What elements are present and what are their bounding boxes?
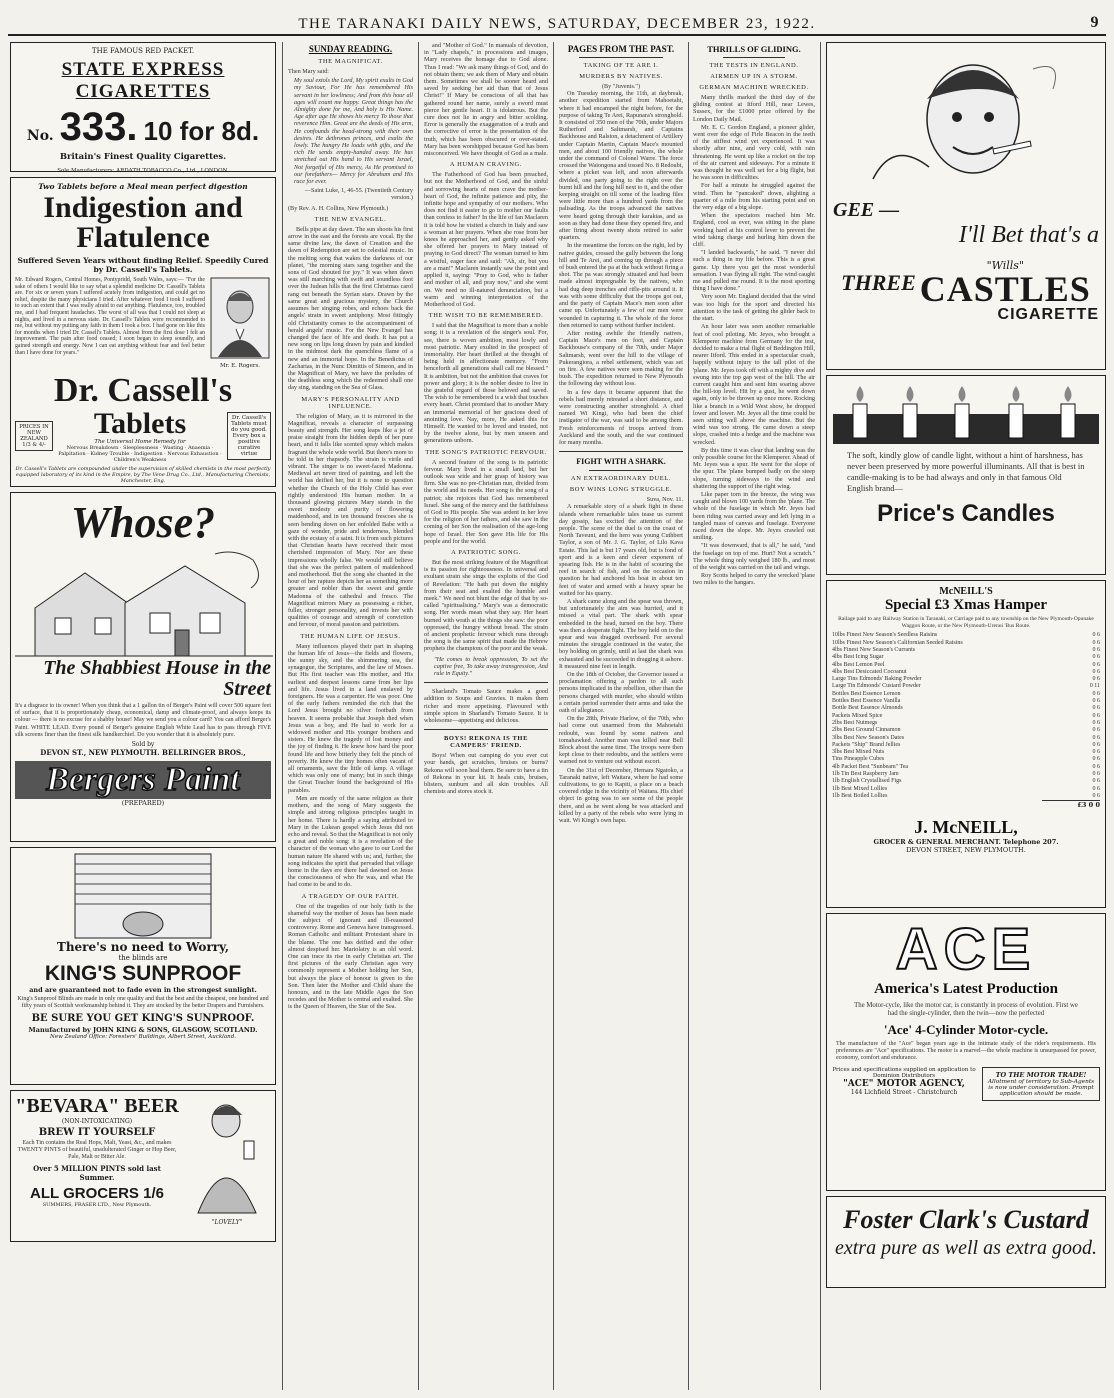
subheading-tests: THE TESTS IN ENGLAND. — [709, 62, 799, 69]
column-5-gliding — [693, 42, 815, 1390]
hamper-item: 10lbs Finest New Season's Californian Seeded Raisins — [832, 639, 963, 646]
article-paragraph: A second feature of the song is its patriotic fervour. Mary lived in a small land, but her outlook was wide and her grasp of history was firm. She was no pre-Christian nun, divided from the world and its needs. Her song is the song of a patriot; she rejoices that God has remembered Israel. She sang of the mercy and the faithfulness of God to His people. She was ardent in her love for the religion of her fathers, and she saw in the coming of her Son the realisation of the age-long hope of Israel. Her Son gave His life for His people and for the world. — [424, 458, 548, 545]
column-rule — [418, 42, 419, 1390]
column-6-adverts — [826, 42, 1106, 1390]
hamper-row — [832, 654, 1100, 661]
pages-from-past-title: PAGES FROM THE PAST. — [567, 44, 675, 54]
hamper-price: 0 6 — [1092, 727, 1100, 734]
bevara-beer-ad — [10, 1090, 276, 1242]
subheading-tragedy: A TRAGEDY OF OUR FAITH. — [301, 892, 400, 900]
subheading-wish-remembered: THE WISH TO BE REMEMBERED. — [428, 312, 544, 320]
subheading-human-craving: A HUMAN CRAVING. — [449, 161, 523, 169]
hamper-price: 0 6 — [1092, 749, 1100, 756]
brew-line: BREW IT YOURSELF — [38, 1127, 156, 1138]
extra-pure-line: extra pure as well as extra good. — [834, 1237, 1097, 1259]
hamper-row — [832, 698, 1100, 705]
article-paragraph: On the 31st of December, Hemara Ngatoko, a Taranaki native, left Waitara, where he had some cultivations, to go to Kapiti, a place on a beach covered ridge in the vicinity of Waitara. His chief object in going was to see some of the people there, and as he went along he was attacked and killed by a party of the rebels who were lying in wait. Wi Kingi's own hapu. — [559, 766, 683, 825]
bergers-text: It's a disgrace to its owner! When you think that a 1 gallon tin of Berger's Paint will cover 500 square feet of surface, that it is proportionately cheap, economical, damp and climate-proof, and always keeps its colour — there is no excuse for a shabby house! May we send you a colour card? You can afford Berger's Paint. WHITE LEAD. Every pound of Berger's genuine English White Lead has to pass through FIVE silk screens finer than the finest silk handkerchief. Do you wonder that it is absolutely pure. — [15, 703, 271, 738]
devon-address: DEVON STREET, NEW PLYMOUTH. — [906, 846, 1026, 855]
portrait — [209, 277, 271, 369]
hamper-item: Packets Mixed Spice — [832, 712, 883, 719]
cassells-footer: Dr. Cassell's Tablets are compounded under the supervision of skilled chemists in the most perfectly equipped laboratory of its kind in the Empire, by The Vene Drug Co., Ltd., Manufacturing Chemists, Manchester, Eng. — [15, 466, 271, 484]
tablets-heading: Tablets — [93, 407, 187, 440]
wills-label: "Wills" — [986, 259, 1024, 272]
article-paragraph: "It was downward, that is all," he said, "and the fuselage on top of me. Hurt? Not a scratch." The whole thing only weighed 180 lb., and most of the weight was carried on the tail and wings. — [693, 542, 815, 571]
hamper-row — [832, 778, 1100, 785]
subheading-airmen: AIRMEN UP IN A STORM. — [710, 73, 798, 80]
hamper-item: 4lbs Best Lemon Peel — [832, 661, 885, 668]
article-paragraph: Many thrills marked the third day of the gliding contest at Itford Hill, near Lewes, Sussex, for the £1000 prize offered by the London Daily Mail. — [693, 94, 815, 123]
article-paragraph: Roy Scotts helped to carry the wrecked 'plane two miles to the hangars. — [693, 572, 815, 587]
article-paragraph: Bells pipe at day dawn. The sun shoots his first arrow in the east and the forests are vocal. By the same divine law, the dawn of Creation and the dawn of Redemption are set to celestial music. In the melting song that wakes the darkness of our planet, "the morning stars sang together and the sons of God shouted for joy." It was when dawn was still marching with swift and soundless foot over the Judean hills that the first Christmas carol rang out beneath the Syrian stars. Drawn by the same great and gracious mystery, the Church assumes her singing robes, and echoes back the angels' strain in sweet antiphony. Most fittingly old Christianity comes to the accompaniment of herald angels' music. For the New Evangel has changed the face of life and death. It has put a new song on lips long drawn by pain and kindled in the midmost dark the quenchless flame of a new and an immortal hope. In the Benedictus of Zacharias, in the Nunc Dimittis of Simeon, and in the Magnificat of Mary, we have the preludes of the deathless song which the redeemed shall one day sing, standing on the Sea of Glass. — [288, 225, 413, 392]
hamper-row — [832, 742, 1100, 749]
castles-label: CASTLES — [919, 269, 1091, 309]
magnificat-poem: My soul extols the Lord, My spirit exults in God my Saviour, For He has remembered His servant in her lowliness; And from this hour all ages will count me happy. Great things has the Almighty done for me, And holy is His Name. Age after age He shows his mercy To those that reverence Him. Great are the deeds of His arm, He confounds the head-strong with their own desires. He dethrones princes, and exalts the lowly. The hungry He loads with gifts, and the rich He sends empty-handed away. He has stretched out His hand to His servant Israel, Not forgetful of His mercy, As He promised to our forefathers— Mercy for Abraham and His race for ever. — [294, 77, 413, 186]
kings-manufacturer: Manufactured by JOHN KING & SONS, GLASGOW, SCOTLAND. — [28, 1026, 258, 1035]
candles-illustration-icon — [833, 382, 1099, 444]
sold-by: Sold by — [131, 741, 155, 749]
column-2-sunday-reading — [288, 42, 413, 1390]
subheading-rekona: BOYS! REKONA IS THE CAMPERS' FRIEND. — [443, 735, 529, 750]
article-paragraph: A shark came along and the spear was thrown, but unfortunately the aim was hurried, and it missed a vital part. The shark with spear embedded in the head, turned on the boy. There was then a desperate fight. The boy held on to the spear and was dragged overboard. For several minutes the struggle continued in the water, the boy holding on grimly, until at last the shark was exhausted and he succeeded in dragging it ashore. It measured nine feet in length. — [559, 598, 683, 670]
hamper-item: Bottles Best Essence Vanilla — [832, 698, 901, 705]
remedy-line: The Universal Home Remedy for — [94, 439, 186, 445]
price: 10 for 8d. — [143, 116, 260, 146]
hamper-total: £3 0 0 — [1042, 800, 1100, 809]
article-paragraph: Very soon Mr. England decided that the wind was too high for the sport and directed his attention to the task of getting the glider back to the start. — [693, 293, 815, 323]
hamper-item: Tins Pineapple Cubes — [832, 756, 885, 763]
article-paragraph: and "Mother of God." In manuals of devotion, in "Lady chapels," in processions and images, Mary receives the homage due to God alone. Thus I read: "We ask many things of God, and do not obtain them; we ask them of Mary and obtain them. Sometimes we shall be sooner heard and saved by seeking her aid than that of Jesus Christ!" If Mary be conscious of all that has gathered round her name, surely a sword must pierce her gentle heart. It is idolatrous. But the cure does not lie in angry and bitter scolding. Error is generally the exaggeration of a truth and the corrective of error is the presentation of the truth, which has been obscured or over-stated. Mary has been worshipped because God has been misconceived. We have thought of God as a male. — [424, 42, 548, 158]
hamper-row — [832, 786, 1100, 793]
rekona-promo: Boys! When out camping do you ever cut your hands, get scratches, bruises or burns? Rekona will soon heal them. Be sure to have a tin of Rekona in your kit. It heals cuts, bruises, blisters, sunburn and all skin troubles. All chemists and stores stock it. — [424, 752, 548, 796]
sunday-reading-title: SUNDAY READING. — [308, 44, 393, 54]
bevara-agents: SUMMERS, FRASER LTD., New Plymouth. — [42, 1201, 152, 1208]
no-label: No. — [26, 128, 54, 144]
nz-prices-box: PRICES IN NEW ZEALAND 1/3 & 4/- — [15, 421, 53, 451]
dateline: Suva, Nov. 11. — [646, 496, 683, 504]
luke-reference: —Saint Luke, 1, 46-55. (Twentieth Century version.) — [304, 187, 413, 202]
ace-logo: ACE — [895, 917, 1037, 982]
three-label: THREE — [841, 269, 916, 295]
hamper-item: 4lbs Best Desiccated Cocoanut — [832, 668, 907, 675]
trade-notice — [982, 1067, 1100, 1101]
state-express-ad — [10, 42, 276, 172]
column-rule — [282, 42, 283, 1390]
million-pints: Over 5 MILLION PINTS sold last Summer. — [33, 1163, 161, 1182]
agency-address: 144 Lichfield Street - Christchurch — [850, 1088, 958, 1096]
hamper-row — [832, 676, 1100, 683]
whose-heading: Whose? — [70, 498, 216, 547]
quality-line: Britain's Finest Quality Cigarettes. — [59, 152, 227, 162]
article-paragraph: But the most striking feature of the Magnificat is its passion for righteousness. In universal and exultant strain she sings the exploits of the God of Revelation: "He hath put down the mighty from their seat and exalted the humble and meek." We need not blunt the edge of that by so-called "spiritualising." Mary's was a democratic song. Her words mean what they say. Her heart burned with wrath at the things she saw: the poor oppressed, the hungry without bread. The strain of ancient prophetic fervour which runs through the song is the same spirit that made the Hebrew prophets the champions of the poor and the weak. — [424, 559, 548, 653]
hamper-row — [832, 735, 1100, 742]
subheading-new-evangel: THE NEW EVANGEL. — [314, 215, 387, 223]
hamper-price: 0 6 — [1092, 771, 1100, 778]
article-paragraph: After resting awhile the friendly natives, Captain Mace's men on foot, and Captain Backhouse's company of the 70th, under Major Saltmarsh, went over the hill to the village of Pukerangiora, a rebel settlement, which was set on fire. A few natives were seen making for the bush. The expedition returned to New Plymouth the following day without loss. — [559, 329, 683, 388]
hamper-price: 0 6 — [1092, 778, 1100, 785]
gliding-title: THRILLS OF GLIDING. — [707, 44, 801, 54]
article-paragraph: The Fatherhood of God has been preached, but not the Motherhood of God, and the sinful and sorrowing hearts of men crave the mother-heart of God, the infinite patience and pity, the infinite hope and sympathy of our mothers. Who does not find it easier to go to mother our faults than confess to father? In the life of Ian Maclaren it is told how he visited a church in Italy and saw a woman at her prayers. When she rose from her knees he approached her, and gently asked why she offered her prayers to Mary instead of praying to God direct? The woman turned to him a wistful, eager face and said: "Ah, sir, but you are a man!" Maclaren instantly saw the point and applied it, saying: "Pray to God, who is father and mother of all, and pray now," and she went on. We need no ill-natured denunciation, but a warm and winning interpretation of the Motherhood of God. — [424, 171, 548, 308]
column-rule — [688, 42, 689, 1390]
guarantee-line: and are guaranteed not to fade even in the strongest sunlight. — [29, 986, 257, 994]
hamper-price: 0 6 — [1092, 792, 1100, 799]
hamper-item: 1lb Best Mixed Lollies — [832, 785, 888, 792]
hamper-item: Large Tins Edmonds' Baking Powder — [832, 676, 922, 683]
shark-fight-title: FIGHT WITH A SHARK. — [576, 457, 666, 467]
americas-latest: America's Latest Production — [874, 981, 1058, 997]
hamper-price: 0 6 — [1092, 632, 1100, 639]
hamper-item: Large Tin Edmonds' Custard Powder — [832, 683, 921, 690]
hamper-price: 0 6 — [1092, 719, 1100, 726]
hamper-price: 0 11 — [1089, 683, 1100, 690]
non-intoxicating: (NON-INTOXICATING) — [61, 1118, 133, 1125]
manufacturers: Sole Manufacturers: ARDATH TOBACCO Co., Ltd., LONDON. — [57, 168, 229, 174]
cigarette-label: CIGARETTE — [997, 306, 1099, 323]
article-paragraph: An hour later was seen another remarkable feat of cool piloting. Mr. Jeyes, who brought a Klemperer machine from Germany for the test, decided to make a trial flight of Beddington Hill, nearer Itford. This ended in a spectacular crash, happily without injury to the tall pilot of the 'plane. Mr. Jeyes took off with a mighty dive and swung into the top gap west of the hill. The air current caught him and sent him soaring above the hill-top level. Hit by a gust, he went down again, only to be thrown up once more. Rocking like a branch in a Wild West show, he dropped lower and lower. Mr. Jeyes all the time could be seen sitting well above the machine. But the wind was too strong. He came down a steep slope, crashed into a hedge and the machine was wrecked. — [693, 323, 815, 446]
dr-cassells-heading: Dr. Cassell's — [53, 372, 233, 409]
kings-heading: KING'S SUNPROOF — [44, 962, 242, 985]
article-paragraph: "I landed backwards," he said. "I never did such a thing in my life before. This is a great game. Up there you get the most wonderful sensation. I was flying all right. The wind caught me and pulled me round. It is the most sporting thing I have done." — [693, 249, 815, 293]
bet-heading: I'll Bet that's a — [958, 222, 1099, 248]
cassells-subhead: Suffered Seven Years without finding Relief. Speedily Cured by Dr. Cassell's Tablets. — [17, 256, 269, 274]
grocers-price: ALL GROCERS 1/6 — [30, 1184, 164, 1202]
byline: (By Rev. A. H. Collins, New Plymouth.) — [288, 204, 389, 212]
hamper-price: 0 6 — [1092, 705, 1100, 712]
hamper-item: 2lbs Best Ground Cinnamon — [832, 727, 901, 734]
hamper-row — [832, 720, 1100, 727]
hamper-price: 0 6 — [1092, 661, 1100, 668]
xmas-hamper-heading: Special £3 Xmas Hamper — [884, 597, 1048, 613]
masthead — [8, 14, 1106, 36]
article-paragraph: In the meantime the forces on the right, led by native guides, crossed the gully between the long hill and Te Arei, and coming up through a piece of bush entered the pa at the back without firing a shot. The pa was strongly situated and had been made almost impregnable by the natives, who had dug deep trenches and rifle-pits around it. It was with some difficulty that the troops got out, and the party of Captain Mace's men soon after came up. Unfortunately a few of our men were wounded in capturing it. The whole of the force then returned to camp without further incident. — [559, 242, 683, 329]
guarantee-box: Dr. Cassell's Tablets must do you good. Every box a positive curative virtue — [227, 412, 271, 460]
hamper-item: Bottle Best Essence Almonds — [832, 705, 903, 712]
foster-clark-heading: Foster Clark's Custard — [843, 1205, 1089, 1234]
kings-sunproof-ad — [10, 847, 276, 1085]
column-4-pages-from-past — [559, 42, 683, 1390]
hamper-row — [832, 749, 1100, 756]
foster-clark-ad — [826, 1196, 1106, 1288]
hamper-price: 0 6 — [1092, 654, 1100, 661]
trade-text: Allotment of territory to Sub-Agents is now under consideration. Prompt application should be made. — [987, 1078, 1095, 1097]
house-illustration-icon — [15, 548, 273, 658]
man-portrait-icon — [210, 277, 270, 359]
prices-logo: Price's Candles — [877, 500, 1055, 527]
ailments-list: Nervous Breakdown · Sleeplessness · Wasting · Anaemia · Palpitation · Kidney Trouble · Indigestion · Nervous Exhaustion · Children's Weakness — [58, 445, 222, 463]
article-paragraph: The religion of Mary, as it is mirrored in the Magnificat, reveals a character of surpassing beauty and strength. Her song leaps like a jet of praise straight from the hidden depth of her pure heart, and it falls like scented spray which makes fragrant the whole wide world. But there's more to be told in her rhapsody. The strain is virile and vibrant. The singer is no sweet-faced Madonna. Medieval art never tired of painting, and left the world has deified her, but it is none to question whether the Church of the Holy Child has ever rightly understood His human mother. In a thousand glowing pictures Mary stands in the sweet modesty and purity of flowering maidenhood, and in ten thousand frescoes she is seen bending down on her enfolded Babe with a gaze of wonder, pride and tenderness, blended with the ecstasy of a saint. It is from such pictures that Christian hearts have received their most cherished impression of Mary. Nor are these impressions wholly false. We would still believe that she was the perfect pattern of maidenhood and motherhood. But the song she chanted in the hour of her rapture depicts her as something more greater and nobler than the sweet and gentle Madonna of the cathedral and fresco. The Magnificat mirrors Mary as possessing a richer, fuller, stronger personality, and invests her with qualities of courage and strength of conviction and fervour, of moral passion and patriotism. — [288, 412, 413, 629]
smoking-man-illustration-icon — [833, 49, 1099, 199]
gee-heading: GEE — — [833, 199, 900, 221]
subheading-murders: MURDERS BY NATIVES. — [579, 73, 663, 80]
hamper-list — [832, 632, 1100, 800]
hamper-price: 0 6 — [1092, 676, 1100, 683]
hamper-item: 1lb English Crystallised Figs — [832, 778, 902, 785]
state-express-logo: STATE EXPRESS CIGARETTES — [61, 59, 225, 102]
cassells-ad — [10, 177, 276, 487]
subheading-patriotic-song: A PATRIOTIC SONG. — [451, 549, 521, 556]
window-blinds-illustration-icon — [15, 852, 271, 940]
prices-application: Prices and specifications supplied on application to Dominion Distributors — [832, 1066, 976, 1079]
article-paragraph: A remarkable story of a shark fight in these islands where remarkable tales tease us current day gossip, has excited the attention of the people. The scene of the duel is on the coast of North Taveuni, and the hero was young Cuthbert Taylor, a son of Mr. J. G. Taylor, of Lilo Kava Estate. This lad is but 17 years old, but is fond of sport and is a keen and clever exponent of spearing fish. He is in the habit of scouring the reef in search of fish, and on the occasion in question he had anchored his boat in about ten feet of water and armed with a heavy spear he waited for his quarry. — [559, 503, 683, 597]
kings-tagline: There's no need to Worry, — [56, 940, 230, 954]
subheading-te-arei: TAKING OF TE ARE I. — [583, 62, 659, 69]
sellers: DEVON ST., NEW PLYMOUTH. BELLRINGER BROS., — [40, 748, 246, 758]
three-castles-ad — [826, 42, 1106, 370]
article-paragraph: On the 18th of October, the Governor issued a proclamation offering a pardon to all such persons implicated in the rebellion, other than the persons charged with murder, who should within a certain period surrender their arms and take the oath of allegiance. — [559, 671, 683, 715]
hamper-row — [832, 793, 1100, 800]
hamper-item: 2lbs Best Nutmegs — [832, 719, 878, 726]
hamper-row — [832, 713, 1100, 720]
column-1-adverts — [10, 42, 276, 1390]
subheading-human-life: THE HUMAN LIFE OF JESUS. — [300, 632, 401, 640]
prices-candles-ad — [826, 375, 1106, 575]
bergers-paint-ad — [10, 492, 276, 842]
subheading-magnificat: THE MAGNIFICAT. — [318, 58, 383, 65]
portrait-caption: Mr. E. Rogers. — [219, 363, 261, 369]
hamper-row — [832, 669, 1100, 676]
hamper-item: 3lbs Best New Season's Dates — [832, 734, 905, 741]
article-paragraph: Like paper torn in the breeze, the wing was caught and blown 100 yards from the 'plane. The whole of the fuselage in which Mr. Jeyes had been riding was carried away and left lying in a tangled mass of canvas and fuselage. Everyone raced down the slope. Mr. Jeyes crawled out smiling. — [693, 490, 815, 542]
hymn-quote: "He comes to break oppression, To set the captive free, To take away transgression, And rule in Equity." — [434, 655, 548, 678]
masthead-title: THE TARANAKI DAILY NEWS, SATURDAY, DECEMBER 23, 1922. — [298, 15, 816, 32]
hamper-item: 3lbs Best Mixed Nuts — [832, 749, 885, 756]
hamper-row — [832, 705, 1100, 712]
grocer-line: GROCER & GENERAL MERCHANT. Telephone 207. — [873, 838, 1059, 847]
hamper-item: 10lbs Finest New Season's Seedless Raisins — [832, 632, 938, 639]
article-paragraph: For half a minute he struggled against the wind. Then he "pancaked" down, alighting a quarter of a mile from his starting point and on the very edge of a big slope. — [693, 182, 815, 212]
ad-tagline: THE FAMOUS RED PACKET. — [91, 47, 195, 55]
ace-intro: The Motor-cycle, like the motor car, is constantly in process of evolution. First we had the single-cylinder, then the twin—now the perfected — [854, 1002, 1078, 1017]
hamper-price: 0 6 — [1092, 734, 1100, 741]
hamper-row — [832, 756, 1100, 763]
sharland-promo: Sharland's Tomato Sauce makes a good addition to Soups and Gravies. It makes them richer and more appetising. Flavoured with simple spices in Sharland's Tomato Sauce. It is wholesome—appetising and delicious. — [424, 688, 548, 725]
hamper-row — [832, 727, 1100, 734]
hamper-item: 4lb Packet Best "Sunbeam" Tea — [832, 763, 909, 770]
trade-title: TO THE MOTOR TRADE! — [995, 1070, 1087, 1079]
bevara-heading: "BEVARA" BEER — [15, 1095, 179, 1117]
blinds-label: the blinds are — [118, 954, 168, 962]
prices-text: The soft, kindly glow of candle light, without a hint of harshness, has never been preserved by more powerful illuminants. All that is best in candle-making is to be had always and only in that famous Old English brand— — [847, 450, 1085, 493]
hamper-row — [832, 691, 1100, 698]
byline-juvenis: (By "Juvenis.") — [601, 83, 641, 90]
hamper-price: 0 6 — [1092, 756, 1100, 763]
indigestion-heading: Indigestion and — [43, 191, 243, 224]
hamper-row — [832, 632, 1100, 639]
column-rule — [820, 42, 821, 1390]
woman-with-glass-icon — [184, 1095, 270, 1215]
lovely-caption: "LOVELY" — [211, 1219, 243, 1226]
column-3-sunday-reading-cont — [424, 42, 548, 1390]
hamper-price: 0 6 — [1092, 763, 1100, 770]
hamper-item: 4lbs Best Icing Sugar — [832, 654, 884, 661]
hamper-price: 0 6 — [1092, 785, 1100, 792]
hamper-price: 0 6 — [1092, 698, 1100, 705]
kings-nz-office: New Zealand Office: Foresters' Buildings, Albert Street, Auckland. — [50, 1034, 236, 1041]
four-cylinder-heading: 'Ace' 4-Cylinder Motor-cycle. — [883, 1022, 1049, 1037]
hamper-row — [832, 683, 1100, 690]
railage-note: Railage paid to any Railway Station in Taranaki, or Carriage paid to any township on the New Plymouth-Opunake Waggon Route, or the New Plymouth-Urenui 'Bus Route. — [838, 616, 1094, 630]
hamper-price: 0 6 — [1092, 741, 1100, 748]
article-paragraph: Men are mostly of the same religion as their mothers, and the song of Mary suggests the simple and strong religious principles taught in her home. There is hardly a saying attributed to Mary in the Lukean gospel which Jesus did not echo and reveal. So that the Magnificat is not only a great and noble song: it is a revelation of the character of the woman who gave to our Lord the human nature He shared with us; and, further, the song indicates the spirit that pervaded that village home in the days ere there had dawned on Jesus the consciousness of who He was, and what He had come to be and to do. — [288, 794, 413, 889]
shabbiest-heading: The Shabbiest House in the Street — [43, 657, 271, 700]
hamper-row — [832, 764, 1100, 771]
mcneill-hamper-ad — [826, 580, 1106, 908]
subheading-patriotic-fervour: THE SONG'S PATRIOTIC FERVOUR. — [425, 448, 547, 456]
hamper-item: 4lbs Finest New Season's Currants — [832, 647, 916, 653]
article-paragraph: Many influences played their part in shaping the human life of Jesus—the fields and flowers, the sunny sky, and the shimmering sea, the synagogue, the Scriptures, and the law of Moses. But His first teacher was His mother, and His earliest and deepest lessons came from her lips and life. Jesus lived in a land enslaved by foreigners. He was a carpenter. He was poor. One of the early fathers reminded the rich that the Lord Jesus brought no silver footbath from heaven. It seems probable that Joseph died when Jesus was a boy, and He had to work for a widowed mother and His younger brothers and sisters. He knew the tragedy of lost money and the joy of finding it. He knew how hard the poor found life and how bitterly they felt the pinch of poverty. He knew the tiny homes often vacant of all ornaments, save the little oil lamp. A village which was only one of many; but in such things the Great Teacher found the background of His parables. — [288, 642, 413, 794]
hamper-item: 1lb Tin Best Raspberry Jam — [832, 771, 899, 778]
be-sure-line: BE SURE YOU GET KING'S SUNPROOF. — [31, 1013, 255, 1025]
ace-motor-ad — [826, 913, 1106, 1191]
mcneills-heading: McNEILL'S — [939, 586, 993, 597]
article-paragraph: One of the tragedies of our holy faith is the shameful way the mother of Jesus has been made the subject of ignorant and ill-reasoned controversy. Rome and Geneva have transgressed. Roman Catholic and militant Protestant share in the blame. The one has deified and the other almost despised her. Mariolatry is an old word. One can trace its rise in early Christian art. The first pictures of the early Christian ages very commonly represent a Mother holding her Son, but always the place of honour is given to the Son. Then later the Mother and Child share the honours, and in the late Middle Ages the Son recedes and the Mother is central and exalted. She is the Queen of Heaven, the Star of the Sea. — [288, 902, 413, 1011]
subheading-boy-wins: BOY WINS LONG STRUGGLE. — [569, 486, 673, 494]
agency-name: "ACE" MOTOR AGENCY, — [843, 1078, 965, 1089]
article-paragraph: On the 28th, Private Harlow, of the 70th, who had come out unarmed from the Mahoetahi redoubt, was found by some natives and tomahawked. Another man was killed near Bell Block about the same time. The troops were then kept close to their redoubts, and the settlers were warned not to venture out without escort. — [559, 715, 683, 766]
hamper-row — [832, 662, 1100, 669]
hamper-price: 0 6 — [1092, 668, 1100, 675]
prepared-label: (PREPARED) — [121, 799, 165, 808]
hamper-price: 0 6 — [1092, 647, 1100, 653]
brand-number: 333. — [59, 105, 138, 149]
flatulence-heading: Flatulence — [76, 221, 210, 254]
cassells-tagline: Two Tablets before a Meal mean perfect digestion — [38, 182, 248, 191]
testimonial: Mr. Edward Rogers, Central Homes, Pontypridd, South Wales, says:— "For the sake of others I would like to say what a splendid medicine Dr. Cassell's Tablets are. For six or seven years I suffered acutely from indigestion, and could get no relief, despite the many physicians I tried. After whatever food I took I suffered to such an extent that I was really afraid to eat anything. Flatulence, too, troubled me, and I had frequent headaches. The worst of all was that I could not sleep at nights, and lived in a nervous state. Dr. Cassell's Tablets were recommended to me, but without my putting any faith in them I took a box. I had gone on like this for months when I tried Dr. Cassell's Tablets. Almost from the first dose I felt an improvement. The pain after food ceased; I soon began to sleep soundly, and gained strength and energy. Now I can eat anything without fear and feel better than I have done for years." — [15, 277, 205, 356]
hamper-price: 0 6 — [1092, 690, 1100, 697]
bergers-logo: Bergers Paint — [15, 761, 271, 799]
subheading-duel: AN EXTRAORDINARY DUEL. — [570, 475, 672, 483]
kings-text: King's Sunproof Blinds are made in only one quality and that the best and the cheapest, one hundred and fifty years of Scottish workmanship behind it. They are stocked by the better Drapers and Furnishers. — [17, 996, 269, 1010]
article-paragraph: On Tuesday morning, the 11th, at daybreak, another expedition started from Mahoetahi, where it had encamped the night before, for the purpose of taking Te Arei, Rapunara's stronghold. It consisted of 350 men of the 70th, under Majors Rutherford and Saltmarsh, and Captains Backhouse and Ralston, a detachment of Artillery under Captain Martin, Captain Mace's mounted men, and about 100 friendly natives, the whole under the command of Colonel Warre. The force crossed the Waiongona and tossed No. 8 Redoubt, where a picket was left, and soon afterwards divided, one party going to the right over the burnt hill and the long hill next to it, and the other keeping straight on till some of the leading files were little more than a hundred yards from the palisading. As the troops advanced the natives were heard going through their karakias, and as soon as they had done these they opened fire, and after firing about twenty shots retired to safer quarters. — [559, 90, 683, 242]
subheading-marys-personality: MARY'S PERSONALITY AND INFLUENCE. — [301, 395, 400, 410]
bevara-illustration — [183, 1095, 271, 1237]
mary-said: Then Mary said: — [288, 68, 329, 75]
article-paragraph: In a few days it became apparent that the rebels had merely retreated a short distance, and were constructing another stronghold. A chief named Wi Kingi, who had been the chief instigator of the war, was said to be among them. Fresh reinforcements of troops arrived from Auckland and the south, and the war continued for many months. — [559, 388, 683, 446]
article-paragraph: I said that the Magnificat is more than a noble song; it is a revelation of the singer's soul. For, see, there is woven ambition, most lowly and most patriotic. Mary exulted in the prospect of immortality. Her heart thrilled at the thought of being held in affectionate memory. "From henceforth all generations shall call me blessed." It is ambition, but not the ambition that craves for power and glory; it is the nobler desire to live in the grateful regard of those beloved and saved. The wish to be remembered is a wish that touches every heart. Christ promised that to another Mary an immortal memorial of her gracious deed of anointing love. Nay, more, He asked this for Himself. He wanted to be loved and trusted, not by the twelve alone, but by men unseen and generations unborn. — [424, 322, 548, 445]
hamper-item: Bottles Best Essence Lemon — [832, 690, 901, 697]
hamper-row — [832, 647, 1100, 654]
bevara-text: Each Tin contains the Real Hops, Malt, Yeast, &c., and makes TWENTY PINTS of beautiful, unadulterated Ginger or Hop Beer, Pale, Malt or Bitter Ale. — [17, 1140, 177, 1161]
column-rule — [553, 42, 554, 1390]
mcneill-name: J. McNEILL, — [914, 817, 1018, 838]
hamper-price: 0 6 — [1092, 639, 1100, 646]
hamper-item: Packets "Ship" Brand Jellies — [832, 741, 901, 748]
hamper-price: 0 6 — [1092, 712, 1100, 719]
hamper-row — [832, 640, 1100, 647]
article-paragraph: By this time it was clear that landing was the only possible course for the Klemperer. Ahead of Mr. Jeyes was a spur. He went for the slope of the spur. The 'plane bumped badly on the steep slope, turning sideways to the wind and shattering the support of the right wing. — [693, 446, 815, 490]
ace-description: The manufacture of the "Ace" began years ago in the intimate study of the rider's requirements. His preferences are "Ace" specifications. The motor is a marvel—the whole machine is unsurpassed for power, economy, comfort and endurance. — [836, 1041, 1096, 1062]
page-number: 9 — [1090, 14, 1100, 31]
subheading-german-machine: GERMAN MACHINE WRECKED. — [699, 84, 809, 91]
article-paragraph: When the spectators reached him Mr. England, cool as ever, was sitting in the plane working hard at his control lever to prevent the wind taking charge and hurling him down the cliff. — [693, 212, 815, 249]
hamper-row — [832, 771, 1100, 778]
hamper-item: 1lb Best Boiled Lollies — [832, 792, 888, 799]
article-paragraph: Mr. E. C. Gordon England, a pioneer glider, went over the edge of Firle Beacon in the teeth of the stiffest wind yet experienced. It was shortly after nine, and very cold, with rain threatening. He went up like a rocket on the top of the air current and sideways. For a minute it was thought he was well set for a big flight, but he was soon in difficulties. — [693, 123, 815, 182]
